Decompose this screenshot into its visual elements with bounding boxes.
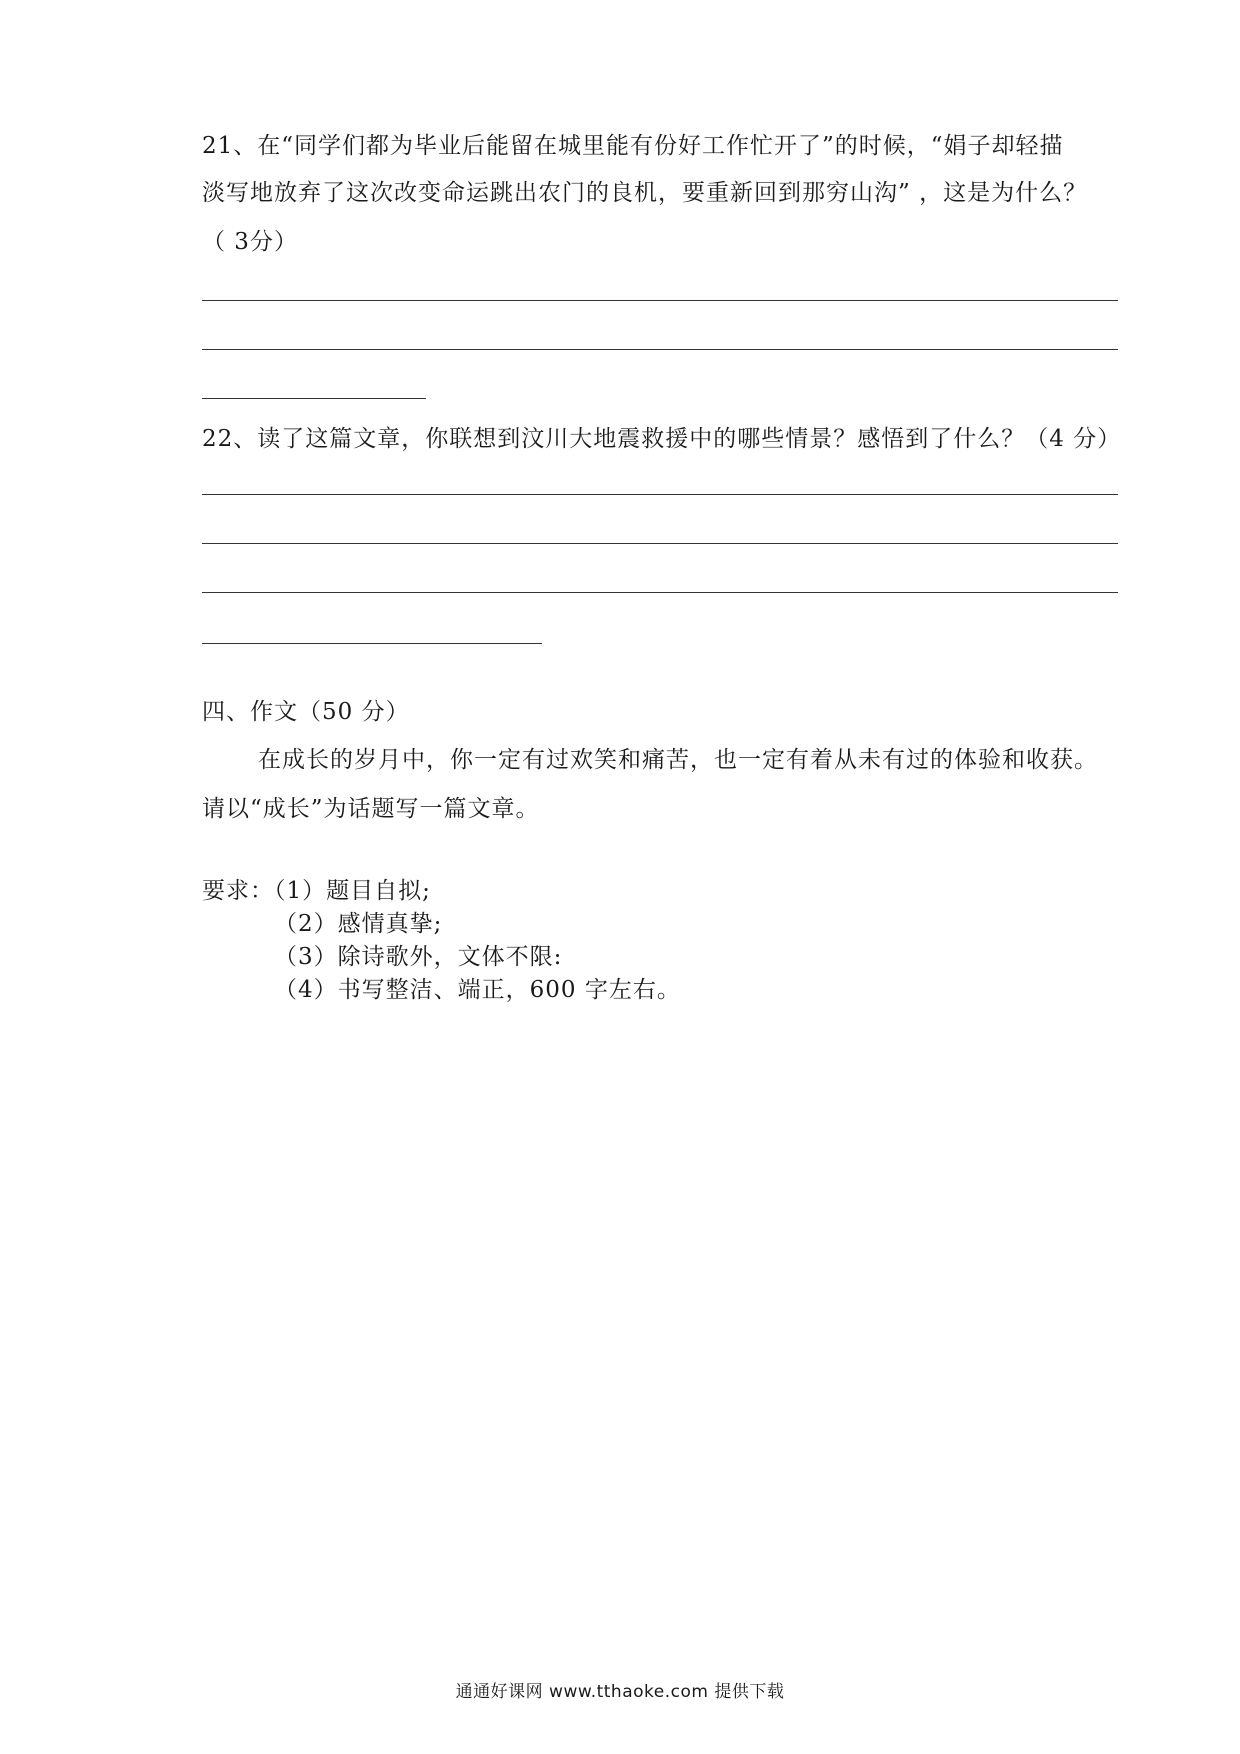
requirement-3: （3）除诗歌外，文体不限: [274,944,563,970]
answer-line-21-2[interactable] [202,349,1118,350]
section-4-heading: 四、作文（50 分） [202,699,410,725]
question-22-line-1: 22、读了这篇文章，你联想到汶川大地震救援中的哪些情景？感悟到了什么？（4 分） [202,426,1122,452]
answer-line-22-4[interactable] [202,643,542,644]
requirement-4: （4）书写整洁、端正，600 字左右。 [274,977,681,1003]
answer-line-22-2[interactable] [202,543,1118,544]
question-21-line-2: 淡写地放弃了这次改变命运跳出农门的良机，要重新回到那穷山沟” ，这是为什么？ [202,180,1088,206]
composition-prompt-line-2: 请以“成长”为话题写一篇文章。 [202,796,540,822]
requirement-1: 要求：（1）题目自拟; [202,878,431,904]
answer-line-22-1[interactable] [202,494,1118,495]
answer-line-22-3[interactable] [202,592,1118,593]
requirement-2: （2）感情真挚; [274,911,443,937]
page-footer: 通通好课网 www.tthaoke.com 提供下载 [455,1682,785,1702]
answer-line-21-3[interactable] [202,398,426,399]
composition-prompt-line-1: 在成长的岁月中，你一定有过欢笑和痛苦，也一定有着从未有过的体验和收获。 [258,747,1098,773]
question-21-score: （ 3分） [202,229,298,255]
answer-line-21-1[interactable] [202,300,1118,301]
question-21-line-1: 21、在“同学们都为毕业后能留在城里能有份好工作忙开了”的时候，“娟子却轻描 [202,133,1064,159]
